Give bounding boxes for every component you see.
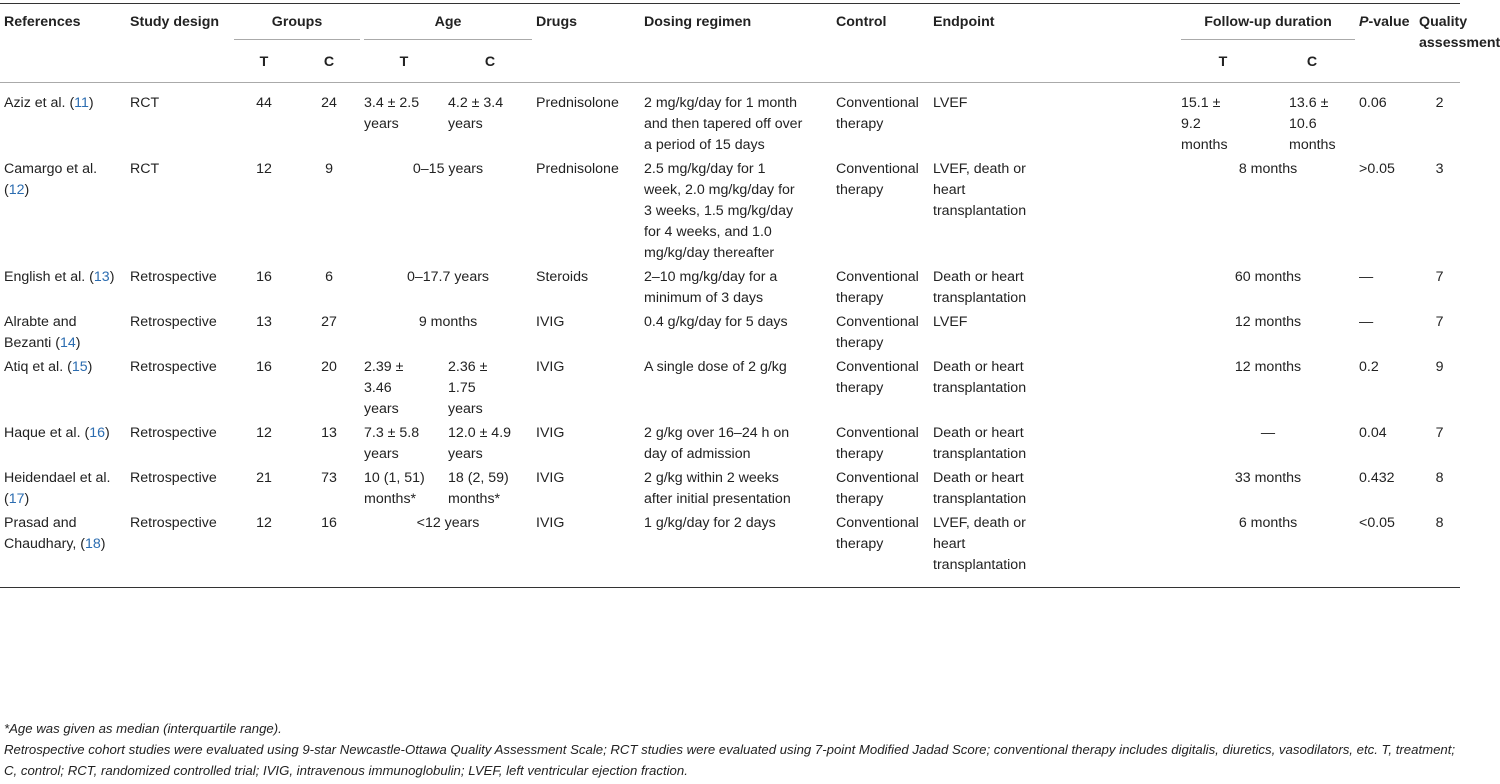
footnote-abbreviations: Retrospective cohort studies were evaluated using 9-star Newcastle-Ottawa Quality Assessment Scale; RCT studies were evaluated using 7-point Modified Jadad Score; conventional therapy includes digitalis, diuretics, vasodilators, etc. T, treatment; C, control; RCT, randomized controlled trial; IVIG, intravenous immunoglobulin; LVEF, left ventricular ejection fraction. (4, 742, 1456, 778)
reference-link[interactable]: 16 (89, 425, 105, 441)
cell-design: RCT (130, 95, 160, 111)
cell-drug: Prednisolone (536, 161, 619, 177)
study-table (0, 3, 1500, 588)
cell-group-t: 21 (256, 470, 272, 486)
reference-link[interactable]: 14 (60, 335, 76, 351)
cell-age-t: 7.3 ± 5.8 years (364, 425, 420, 462)
cell-p: 0.04 (1359, 425, 1387, 441)
cell-dosing: 2.5 mg/kg/day for 1 week, 2.0 mg/kg/day for 3 weeks, 1.5 mg/kg/day for 4 weeks, and 1.0 mg/kg/day thereafter (644, 161, 795, 261)
header-fu-t: T (1218, 54, 1228, 70)
table-row (0, 156, 1460, 264)
cell-p: 0.2 (1359, 359, 1379, 375)
cell-control: Conventional therapy (836, 269, 919, 306)
header-p-rest: -value (1368, 14, 1410, 30)
cell-fu: 8 months (1238, 161, 1298, 177)
cell-control: Conventional therapy (836, 515, 919, 552)
footnote-age: *Age was given as median (interquartile range). (4, 721, 282, 736)
cell-dosing: A single dose of 2 g/kg (644, 359, 787, 375)
reference-link[interactable]: 13 (93, 269, 110, 285)
cell-quality: 2 (1435, 95, 1444, 111)
cell-p: — (1359, 269, 1374, 285)
reference-link[interactable]: 12 (8, 182, 25, 198)
cell-fu: — (1260, 425, 1276, 441)
cell-age-t: 3.4 ± 2.5 years (364, 95, 420, 132)
header-study-design: Study design (130, 14, 220, 30)
cell-reference: Prasad and Chaudhary, (18) (4, 515, 106, 552)
cell-reference: Heidendael et al. (17) (4, 470, 111, 507)
cell-group-c: 20 (321, 359, 337, 375)
header-control: Control (836, 14, 887, 30)
header-follow-up (1177, 4, 1355, 43)
header-p-italic: P (1359, 14, 1369, 30)
cell-age-c: 12.0 ± 4.9 years (448, 425, 512, 462)
reference-link[interactable]: 11 (74, 95, 89, 111)
cell-group-c: 16 (321, 515, 337, 531)
reference-link[interactable]: 17 (8, 491, 25, 507)
cell-age-t: 2.39 ± 3.46 years (364, 359, 404, 417)
reference-link[interactable]: 18 (84, 536, 101, 552)
cell-fu: 6 months (1238, 515, 1298, 531)
table-row (0, 264, 1460, 309)
cell-control: Conventional therapy (836, 161, 919, 198)
table-row (0, 354, 1460, 420)
cell-control: Conventional therapy (836, 359, 919, 396)
cell-dosing: 2–10 mg/kg/day for a minimum of 3 days (644, 269, 778, 306)
cell-age: 9 months (418, 314, 478, 330)
cell-age-c: 18 (2, 59) months* (448, 470, 509, 507)
cell-design: Retrospective (130, 515, 217, 531)
header-groups-label: Groups (234, 12, 360, 40)
cell-p: >0.05 (1359, 161, 1395, 177)
cell-fu: 12 months (1234, 359, 1302, 375)
cell-quality: 9 (1435, 359, 1444, 375)
cell-age: <12 years (416, 515, 480, 531)
cell-reference: English et al. (13) (4, 269, 115, 285)
cell-drug: Steroids (536, 269, 589, 285)
header-groups-t: T (259, 54, 269, 70)
cell-age-c: 4.2 ± 3.4 years (448, 95, 504, 132)
header-fu-c: C (1306, 54, 1318, 70)
cell-group-t: 13 (256, 314, 272, 330)
cell-design: Retrospective (130, 470, 217, 486)
cell-endpoint: LVEF, death or heart transplantation (933, 515, 1027, 573)
header-quality: Quality assessment (1419, 14, 1500, 51)
cell-dosing: 2 g/kg within 2 weeks after initial presentation (644, 470, 791, 507)
cell-fu: 12 months (1234, 314, 1302, 330)
header-endpoint: Endpoint (933, 14, 995, 30)
cell-drug: Prednisolone (536, 95, 619, 111)
cell-drug: IVIG (536, 515, 565, 531)
cell-group-t: 16 (256, 359, 272, 375)
cell-endpoint: LVEF (933, 314, 968, 330)
cell-reference: Haque et al. (16) (4, 425, 110, 441)
cell-fu: 60 months (1234, 269, 1302, 285)
cell-dosing: 2 g/kg over 16–24 h on day of admission (644, 425, 790, 462)
cell-p: <0.05 (1359, 515, 1395, 531)
cell-dosing: 0.4 g/kg/day for 5 days (644, 314, 788, 330)
table-row (0, 420, 1460, 465)
header-age-label: Age (364, 12, 532, 40)
cell-age-c: 2.36 ± 1.75 years (448, 359, 488, 417)
header-age (360, 4, 532, 43)
header-groups-c: C (323, 54, 335, 70)
table-row (0, 83, 1460, 157)
cell-design: Retrospective (130, 425, 217, 441)
header-follow-up-label: Follow-up duration (1181, 12, 1355, 40)
cell-group-t: 12 (256, 425, 272, 441)
cell-design: Retrospective (130, 314, 217, 330)
header-references: References (4, 14, 81, 30)
cell-age: 0–17.7 years (407, 269, 490, 285)
cell-quality: 7 (1435, 269, 1444, 285)
header-age-c: C (484, 54, 496, 70)
reference-link[interactable]: 15 (71, 359, 88, 375)
cell-control: Conventional therapy (836, 314, 919, 351)
cell-endpoint: LVEF (933, 95, 968, 111)
cell-reference: Camargo et al. (12) (4, 161, 98, 198)
table-row (0, 465, 1460, 510)
cell-group-c: 6 (325, 269, 333, 285)
cell-p: 0.06 (1359, 95, 1387, 111)
cell-quality: 8 (1435, 470, 1444, 486)
cell-design: Retrospective (130, 359, 217, 375)
cell-design: RCT (130, 161, 160, 177)
cell-control: Conventional therapy (836, 95, 919, 132)
cell-quality: 3 (1435, 161, 1444, 177)
cell-group-t: 16 (256, 269, 272, 285)
cell-p: — (1359, 314, 1374, 330)
cell-drug: IVIG (536, 425, 565, 441)
cell-reference: Aziz et al. (11) (4, 95, 94, 111)
cell-drug: IVIG (536, 470, 565, 486)
cell-fu-c: 13.6 ± 10.6 months (1289, 95, 1336, 153)
cell-reference: Atiq et al. (15) (4, 359, 93, 375)
header-p-value (1355, 4, 1415, 83)
cell-dosing: 2 mg/kg/day for 1 month and then tapered off over a period of 15 days (644, 95, 803, 153)
header-drugs: Drugs (536, 14, 578, 30)
cell-group-t: 12 (256, 161, 272, 177)
cell-control: Conventional therapy (836, 470, 919, 507)
cell-group-c: 73 (321, 470, 337, 486)
cell-fu-t: 15.1 ± 9.2 months (1181, 95, 1228, 153)
table-row (0, 510, 1460, 588)
cell-fu: 33 months (1234, 470, 1302, 486)
header-age-t: T (399, 54, 409, 70)
cell-group-t: 44 (256, 95, 272, 111)
header-groups (230, 4, 360, 43)
cell-endpoint: Death or heart transplantation (933, 470, 1027, 507)
header-dosing: Dosing regimen (644, 14, 752, 30)
cell-group-c: 13 (321, 425, 337, 441)
cell-quality: 7 (1435, 425, 1444, 441)
cell-endpoint: Death or heart transplantation (933, 359, 1027, 396)
cell-drug: IVIG (536, 359, 565, 375)
cell-dosing: 1 g/kg/day for 2 days (644, 515, 776, 531)
cell-p: 0.432 (1359, 470, 1395, 486)
cell-group-c: 9 (325, 161, 333, 177)
cell-quality: 8 (1435, 515, 1444, 531)
cell-control: Conventional therapy (836, 425, 919, 462)
cell-group-c: 24 (321, 95, 337, 111)
table-row (0, 309, 1460, 354)
cell-quality: 7 (1435, 314, 1444, 330)
cell-reference: Alrabte and Bezanti (14) (4, 314, 81, 351)
cell-age-t: 10 (1, 51) months* (364, 470, 425, 507)
cell-design: Retrospective (130, 269, 217, 285)
cell-group-c: 27 (321, 314, 337, 330)
cell-drug: IVIG (536, 314, 565, 330)
cell-endpoint: Death or heart transplantation (933, 269, 1027, 306)
cell-endpoint: LVEF, death or heart transplantation (933, 161, 1027, 219)
cell-endpoint: Death or heart transplantation (933, 425, 1027, 462)
cell-age: 0–15 years (412, 161, 484, 177)
table-footnotes (4, 718, 1456, 781)
cell-group-t: 12 (256, 515, 272, 531)
